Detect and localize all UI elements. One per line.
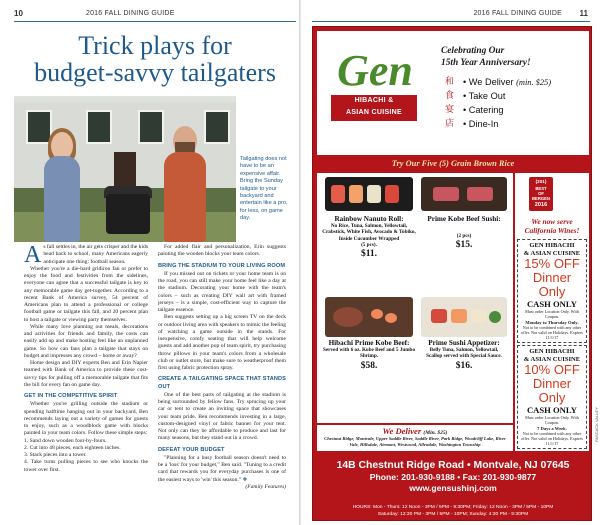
chinese-character-icon: 店 [445, 119, 455, 129]
logo-subtitle-2: ASIAN CUISINE [345, 109, 403, 116]
headline-line-2: budget-savvy tailgaters [34, 58, 276, 87]
window [204, 110, 230, 144]
chinese-character-icon: 食 [445, 91, 455, 101]
article-paragraph: While many love planning out meals, decorations and activities for friends and family, the costs can easily add up and make hosting feel like an unplanned game. So how can fans plan a tailgate that stays on budget and impresses any crowd – home or away? [24, 323, 148, 359]
sushi-appetizer-photo [421, 297, 507, 337]
logo-band [331, 95, 417, 121]
header-rule [14, 21, 296, 22]
steps-list [24, 438, 148, 474]
restaurant-logo [331, 45, 417, 141]
article-column-1 [24, 244, 148, 474]
article-paragraph: Home design and DIY experts Ben and Erin Napier teamed with Bank of America to provide these cost-savvy tips for pulling off a memorable tailgate that fits the bill for every fan on game day. [24, 360, 148, 388]
chinese-character-icon: 宴 [445, 105, 455, 115]
window [138, 110, 164, 144]
window [86, 110, 112, 144]
drop-cap: A [24, 242, 42, 268]
restaurant-website[interactable]: www.gensushinj.com [409, 483, 497, 493]
subhead: BRING THE STADIUM TO YOUR LIVING ROOM [158, 262, 286, 269]
coupon-panel [515, 173, 589, 451]
article-paragraph: Whether you're grilling outside the stadium or spending halftime hanging out in your backyard, Ben recommends laying out a variety of games for guests to enjoy, such as a woodblock game with blocks painted in your team colors. Follow these simple steps: [24, 401, 148, 437]
rice-banner: Try Our Five (5) Grain Brown Rice [391, 159, 515, 168]
anniversary-heading [441, 45, 589, 69]
contact-block [317, 459, 589, 494]
article-headline [20, 32, 290, 86]
tailgate-photo [14, 96, 236, 242]
service-item: 宴 • Catering [445, 105, 504, 115]
business-hours: HOURS: Mon - Thurs: 12 Noon - 3PM / 5PM - 9:30PM; Friday: 12 Noon - 3PM / 5PM - 10PM Saturday: 12:30 PM - 3PM / 5PM - 10PM; Sunday: 4:30 PM - 9:30PM [352, 505, 554, 517]
article-column-2 [158, 244, 286, 491]
vertical-side-note: PASCACK VALLEY [594, 407, 599, 442]
delivery-areas: Chestnut Ridge, Montvale, Upper Saddle River, Saddle River, Park Ridge, Woodcliff Lake, River Vale, Hillsdale, Airmont, Westwood, Allendale, Washington Township [324, 436, 506, 447]
restaurant-ad [312, 26, 592, 521]
coupon-15-off[interactable]: GEN HIBACHI & ASIAN CUISINE 15% OFF Dinner Only CASH ONLY Must order Location Only. With Coupon. Monday to Thursday Only. Not to be combined with any other offer. Not valid on Holidays. Expires 11/1/17 [517, 239, 587, 343]
running-title-left: 2016 FALL DINING GUIDE [86, 10, 175, 17]
logo-wordmark: Gen [337, 46, 413, 95]
service-item: 和 • We Deliver (min. $25) [445, 77, 551, 87]
end-mark-icon: ❖ [242, 476, 248, 483]
dish-hibachi-kobe: Hibachi Prime Kobe Beef: Served with 6 oz. Kobe Beef and 5 Jumbo Shrimp. $58. [322, 339, 416, 371]
list-item: 2. Cut into 48 pieces, each eighteen inches. [24, 444, 121, 451]
restaurant-address: 14B Chestnut Ridge Road • Montvale, NJ 07645 [336, 460, 570, 471]
list-item: 1. Sand down wooden four-by-fours. [24, 437, 107, 444]
list-item: 3. Stack pieces into a tower. [24, 452, 87, 458]
article-paragraph: Whether you're a die-hard gridiron fan or prefer to enjoy the food and festivities from the sidelines, everyone can agree that a successful tailgate is key to any memorable game day get-together. According to a recent Bank of America survey, 54 percent of Americans plan to attend a professional or college football game or tailgate this fall, and 20 percent plan to host a tailgate or viewing party themselves. [24, 265, 148, 323]
list-item: 4. Take turns pulling pieces to see who knocks the tower over first. [24, 459, 148, 473]
hibachi-kobe-photo [325, 297, 413, 337]
award-badge: (201) BEST OF BERGEN 2016 [529, 177, 553, 211]
subhead: DEFEAT YOUR BUDGET [158, 446, 225, 453]
chinese-character-icon: 和 [445, 77, 455, 87]
restaurant-phone: Phone: 201-930-9188 • Fax: 201-930-9877 [369, 472, 537, 482]
dish-rainbow-roll: Rainbow Nanuto Roll: No Rice, Tuna, Salmon, Yellowtail, Crabstick, White Fish, Avocado & Tobiko, Inside Cucumber Wrapped (5 pcs). $11. [322, 215, 416, 260]
ad-top-panel [317, 31, 589, 155]
right-page [300, 0, 600, 525]
article-paragraph: As fall settles in, the air gets crisper and the kids head back to school, many Americans eagerly anticipate one thing: football season. [24, 242, 148, 268]
coupon-10-off[interactable]: GEN HIBACHI & ASIAN CUISINE 10% OFF Dinner Only CASH ONLY Must order Location Only. With Coupon. 7 Days a Week. Not to be combined with any other offer. Not valid on Holidays. Expires 11/1/17 [517, 345, 587, 449]
service-item: 食 • Take Out [445, 91, 506, 101]
article-paragraph: One of the best parts of tailgating at the stadium is being surrounded by fellow fans. Try sprucing up your car or tent to create an inviting space that showcases your team pride. Ben recommends investing in a large, custom-designed vinyl or fabric banner for your tent. Not only can they be affordable to produce and last for many seasons, but they stand out in a crowd. [158, 391, 286, 442]
kobe-sushi-photo [421, 177, 507, 211]
delivery-panel [317, 425, 513, 451]
woman-figure [44, 156, 80, 242]
page-number-right: 11 [579, 9, 588, 18]
article-credit: (Family Features) [245, 483, 286, 490]
anniversary-line-2: 15th Year Anniversary! [441, 58, 531, 68]
header-rule [312, 21, 590, 22]
subhead: GET IN THE COMPETITIVE SPIRIT [24, 393, 118, 399]
delivery-heading: We Deliver (Min. $25) [382, 426, 448, 436]
sushi-roll-photo [325, 177, 413, 211]
logo-subtitle-1: HIBACHI & [354, 97, 394, 104]
page-number-left: 10 [14, 9, 23, 18]
anniversary-line-1: Celebrating Our [441, 46, 505, 56]
article-paragraph: For added flair and personalization, Erin suggests painting the wooden blocks your team colors. [158, 244, 286, 258]
grill [106, 194, 150, 234]
article-paragraph: If you missed out on tickets or your home team is on the road, you can still make your home feel like a day at the stadium. Decorating your home with the team's colors – such as creating DIY wall art with framed jerseys – is a simple, cost-efficient way to capture the tailgate essence. [158, 270, 286, 313]
photo-caption: Tailgating does not have to be an expensive affair. Bring the Sunday tailgate to your backyard and entertain like a pro, for less, on game day. [240, 156, 288, 222]
running-title-right: 2016 FALL DINING GUIDE [473, 10, 562, 17]
article-paragraph: Ben suggests setting up a big screen TV on the deck or outdoor living area with speakers to mimic the feeling of watching a game outside in the stands. For inexpensive, comfy seating that will help welcome guests and add another pop of team spirit, try purchasing throw pillows in your team's colors from a wholesale club or outlet store, but make sure to weatherproof them first using fabric protection spray. [158, 314, 286, 371]
wines-notice: We now serve California Wines! [524, 217, 580, 235]
subhead: CREATE A TAILGATING SPACE THAT STANDS OUT [158, 376, 286, 390]
dish-kobe-sushi: Prime Kobe Beef Sushi: (2 pcs) $15. [427, 215, 501, 251]
man-figure [164, 152, 206, 242]
service-item: 店 • Dine-In [445, 119, 499, 129]
dish-sushi-appetizer: Prime Sushi Appetizer: Belly Tuna, Salmon, Yellowtail, Scallop served with Special Sauce. $16. [426, 339, 502, 371]
menu-panel [317, 173, 513, 423]
services-list [445, 75, 587, 131]
headline-line-1: Trick plays for [78, 31, 232, 60]
article-paragraph: "Planning for a busy football season doesn't need to be a 'loss' for your budget," Ben said. "Tuning to a credit card that rewards you for everyday purchases is one of the easiest ways to 'win' this season." ❖ [158, 454, 286, 483]
